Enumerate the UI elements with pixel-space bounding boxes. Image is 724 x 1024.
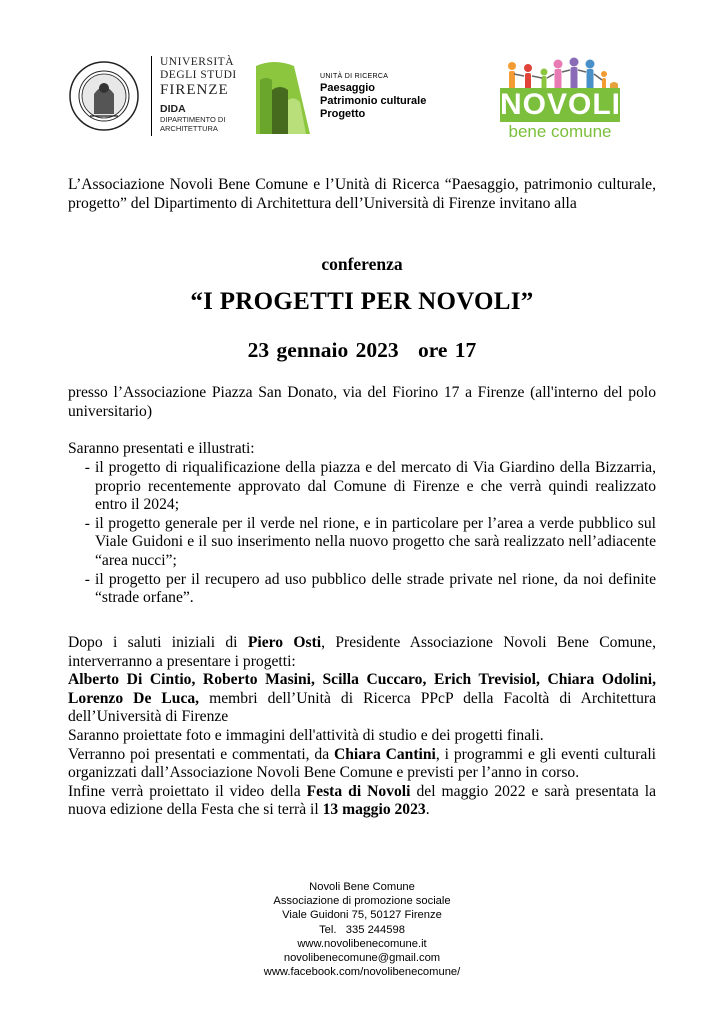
- ppcp-piano-icon: [254, 60, 312, 136]
- text-span: .: [425, 801, 430, 819]
- festa-date: 13 maggio 2023: [322, 801, 426, 819]
- unifi-line-2: DEGLI STUDI: [160, 69, 237, 81]
- venue-paragraph: presso l’Associazione Piazza San Donato, via del Fiorino 17 a Firenze (all'interno del polo universitario): [68, 384, 656, 420]
- footer-website-link[interactable]: www.novolibenecomune.it: [297, 937, 427, 950]
- president-name: Piero Osti: [247, 634, 322, 651]
- festa-paragraph: [68, 783, 656, 820]
- footer-facebook-link[interactable]: www.facebook.com/novolibenecomune/: [263, 966, 461, 979]
- photos-paragraph: Saranno proiettate foto e immagini dell'attività di studio e dei progetti finali.: [68, 726, 544, 744]
- event-title: “I PROGETTI PER NOVOLI”: [190, 288, 534, 315]
- speakers-names: Alberto Di Cintio, Roberto Masini, Scilla Cuccaro, Erich Trevisiol, Chiara Odolini, Lorenzo De Luca,: [68, 671, 656, 707]
- logo-divider: [151, 56, 152, 136]
- text-span: Dopo i saluti iniziali di: [68, 634, 248, 651]
- unifi-line-1: UNIVERSITÀ: [160, 56, 234, 68]
- projects-intro: Saranno presentati e illustrati:: [68, 440, 255, 457]
- event-datetime: [0, 338, 724, 363]
- novoli-logo: [498, 54, 628, 146]
- list-item: - il progetto di riqualificazione della piazza e del mercato di Via Giardino della Bizzarria, proprio recentemente approvato dal Comune di Firenze e che verrà quindi realizzato entro il 2024;: [68, 459, 656, 515]
- university-seal-icon: [68, 60, 140, 132]
- ppcp-unit-label: UNITÀ DI RICERCA: [320, 73, 389, 80]
- text-span: , Presidente Associazione Novoli Bene Comune, interverranno a presentare i progetti:: [68, 634, 656, 670]
- ppcp-line-1: Paesaggio: [320, 82, 376, 94]
- greetings-paragraph: [68, 634, 656, 671]
- ppcp-logo: [254, 60, 454, 140]
- unifi-line-3: FIRENZE: [160, 82, 229, 98]
- footer-contacts: [0, 880, 724, 979]
- novoli-subtitle: bene comune: [508, 122, 612, 141]
- footer-email-link[interactable]: novolibenecomune@gmail.com: [283, 952, 441, 965]
- ppcp-wordmark: [320, 72, 426, 121]
- department-line-1: DIPARTIMENTO DI: [160, 115, 226, 124]
- footer-org-name: Novoli Bene Comune: [309, 881, 415, 893]
- department-line-2: ARCHITETTURA: [160, 124, 218, 133]
- novoli-wordmark: NOVOLI: [500, 88, 622, 121]
- ppcp-line-2: Patrimonio culturale: [320, 95, 427, 107]
- presenter-name: Chiara Cantini: [333, 745, 436, 763]
- event-label: conferenza: [321, 254, 403, 274]
- speakers-paragraph: [68, 671, 656, 727]
- event-time: ore 17: [417, 338, 477, 362]
- projects-list: [68, 459, 656, 608]
- text-span: , i programmi e gli eventi culturali organizzati dall’Associazione Novoli Bene Comune e previsti per l’anno in corso.: [68, 745, 656, 782]
- closing-section: [68, 634, 656, 820]
- footer-org-type: Associazione di promozione sociale: [273, 895, 451, 908]
- list-item: - il progetto generale per il verde nel rione, e in particolare per l’area a verde pubblico sul Viale Guidoni e il suo inserimento nella nuovo progetto che sarà realizzato nell’adiacente “area nucci”;: [68, 515, 656, 571]
- text-span: Verranno poi presentati e commentati, da: [68, 745, 334, 763]
- text-span: del maggio 2022 e sarà presentata la nuova edizione della Festa che si terrà il: [68, 782, 656, 819]
- event-date: 23 gennaio 2023: [247, 338, 399, 362]
- intro-paragraph: L’Associazione Novoli Bene Comune e l’Unità di Ricerca “Paesaggio, patrimonio culturale, progetto” del Dipartimento di Architettura dell’Università di Firenze invitano alla: [68, 176, 656, 212]
- list-item: - il progetto per il recupero ad uso pubblico delle strade private nel rione, da noi definite “strade orfane”.: [68, 571, 656, 608]
- programs-paragraph: [68, 746, 656, 783]
- text-span: membri dell’Unità di Ricerca PPcP della Facoltà di Architettura dell’Università di Firenze: [68, 689, 656, 726]
- unifi-logo: [68, 54, 240, 140]
- ppcp-line-3: Progetto: [320, 108, 366, 120]
- unifi-wordmark: [160, 56, 237, 133]
- festa-name: Festa di Novoli: [306, 782, 411, 800]
- dida-label: DIDA: [160, 103, 186, 115]
- footer-phone: Tel. 335 244598: [319, 923, 405, 936]
- footer-address: Viale Guidoni 75, 50127 Firenze: [282, 909, 442, 922]
- text-span: Infine verrà proiettato il video della: [68, 782, 307, 800]
